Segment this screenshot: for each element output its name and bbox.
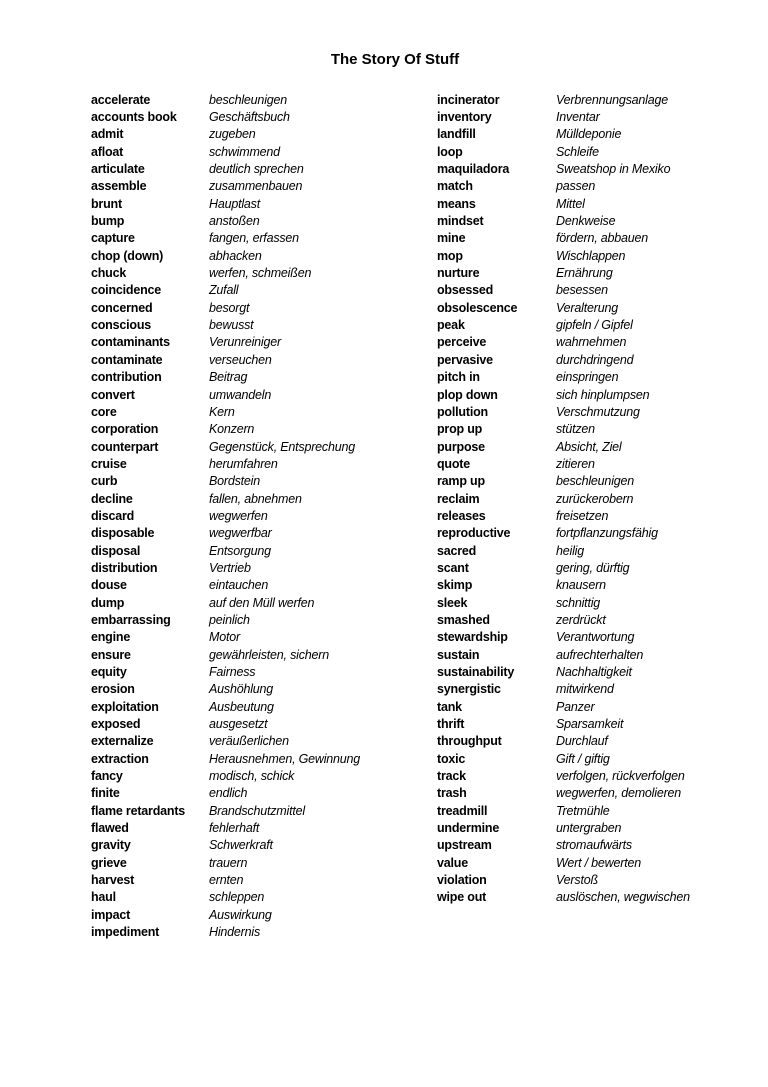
vocabulary-row (91, 542, 360, 559)
german-translation: Geschäftsbuch (209, 110, 290, 125)
german-translation: Herausnehmen, Gewinnung (209, 751, 361, 766)
english-term: afloat (91, 144, 124, 159)
english-term: fancy (91, 769, 123, 784)
english-term: peak (437, 318, 465, 333)
german-translation: verseuchen (209, 352, 272, 367)
german-translation: verfolgen, rückverfolgen (556, 769, 685, 784)
vocabulary-row (437, 871, 690, 888)
english-term: pollution (437, 404, 488, 419)
vocabulary-row (437, 854, 690, 871)
vocabulary-row (91, 455, 360, 472)
german-translation: modisch, schick (209, 769, 295, 784)
vocabulary-row (437, 438, 690, 455)
vocabulary-row (91, 386, 360, 403)
vocabulary-row (91, 160, 360, 177)
german-translation: beschleunigen (209, 92, 288, 107)
german-translation: gewährleisten, sichern (209, 647, 329, 662)
vocabulary-row (437, 230, 690, 247)
english-term: disposal (91, 543, 141, 558)
english-term: reclaim (437, 491, 480, 506)
vocabulary-row (437, 715, 690, 732)
english-term: convert (91, 387, 135, 402)
english-term: reproductive (437, 526, 511, 541)
vocabulary-row (91, 750, 360, 767)
vocabulary-row (437, 594, 690, 611)
vocabulary-row (437, 611, 690, 628)
german-translation: wahrnehmen (556, 335, 627, 350)
german-translation: stützen (556, 422, 595, 437)
english-term: prop up (437, 422, 483, 437)
vocabulary-row (91, 507, 360, 524)
vocabulary-row (91, 334, 360, 351)
vocabulary-row (91, 767, 360, 784)
english-term: sustainability (437, 665, 515, 680)
english-term: inventory (437, 110, 492, 125)
german-translation: Veralterung (556, 300, 618, 315)
page-title: The Story Of Stuff (330, 51, 460, 68)
vocabulary-row (91, 230, 360, 247)
vocabulary-row (91, 646, 360, 663)
german-translation: fangen, erfassen (209, 231, 299, 246)
german-translation: werfen, schmeißen (209, 266, 312, 281)
german-translation: Ernährung (556, 266, 613, 281)
english-term: admit (91, 127, 124, 142)
german-translation: Nachhaltigkeit (556, 665, 632, 680)
english-term: contaminate (91, 352, 163, 367)
vocabulary-row (91, 785, 360, 802)
german-translation: umwandeln (209, 387, 272, 402)
english-term: flawed (91, 821, 129, 836)
vocabulary-row (91, 282, 360, 299)
german-translation: eintauchen (209, 578, 269, 593)
english-term: impact (91, 907, 131, 922)
english-term: accounts book (91, 110, 177, 125)
german-translation: anstoßen (209, 214, 260, 229)
english-term: douse (91, 578, 127, 593)
vocabulary-row (91, 854, 360, 871)
german-translation: Wert / bewerten (556, 855, 642, 870)
vocabulary-column-left (91, 91, 360, 941)
english-term: bump (91, 214, 125, 229)
german-translation: Mülldeponie (556, 127, 622, 142)
vocabulary-row (437, 282, 690, 299)
german-translation: untergraben (556, 821, 622, 836)
vocabulary-row (91, 91, 360, 108)
vocabulary-row (91, 438, 360, 455)
english-term: plop down (437, 387, 498, 402)
english-term: assemble (91, 179, 147, 194)
german-translation: Panzer (556, 699, 595, 714)
german-translation: Absicht, Ziel (556, 439, 622, 454)
vocabulary-row (91, 871, 360, 888)
english-term: extraction (91, 751, 149, 766)
german-translation: Zufall (209, 283, 239, 298)
german-translation: Sweatshop in Mexiko (556, 162, 671, 177)
german-translation: Entsorgung (209, 543, 271, 558)
german-translation: Wischlappen (556, 248, 626, 263)
german-translation: Verbrennungsanlage (556, 92, 669, 107)
english-term: obsolescence (437, 300, 518, 315)
english-term: articulate (91, 162, 145, 177)
german-translation: Durchlauf (556, 734, 608, 749)
german-translation: fortpflanzungsfähig (556, 526, 658, 541)
english-term: sacred (437, 543, 477, 558)
german-translation: Ausbeutung (209, 699, 274, 714)
vocabulary-row (437, 264, 690, 281)
vocabulary-row (437, 160, 690, 177)
german-translation: fallen, abnehmen (209, 491, 302, 506)
german-translation: Verstoß (556, 873, 598, 888)
vocabulary-row (91, 264, 360, 281)
german-translation: Kern (209, 404, 235, 419)
english-term: curb (91, 474, 118, 489)
german-translation: fördern, abbauen (556, 231, 649, 246)
english-term: wipe out (437, 890, 487, 905)
vocabulary-row (437, 299, 690, 316)
vocabulary-row (91, 247, 360, 264)
vocabulary-row (91, 629, 360, 646)
english-term: synergistic (437, 682, 501, 697)
english-term: maquiladora (437, 162, 510, 177)
english-term: accelerate (91, 92, 151, 107)
german-translation: Hauptlast (209, 196, 261, 211)
german-translation: Verschmutzung (556, 404, 640, 419)
english-term: flame retardants (91, 803, 186, 818)
english-term: track (437, 769, 466, 784)
german-translation: gering, dürftig (556, 560, 630, 575)
english-term: toxic (437, 751, 466, 766)
vocabulary-row (91, 143, 360, 160)
vocabulary-row (91, 195, 360, 212)
german-translation: passen (556, 179, 596, 194)
english-term: violation (437, 873, 487, 888)
english-term: mindset (437, 214, 484, 229)
german-translation: Tretmühle (556, 803, 610, 818)
vocabulary-row (91, 663, 360, 680)
german-translation: besessen (556, 283, 608, 298)
english-term: decline (91, 491, 133, 506)
german-translation: abhacken (209, 248, 262, 263)
vocabulary-row (91, 819, 360, 836)
english-term: quote (437, 456, 471, 471)
vocabulary-row (91, 403, 360, 420)
vocabulary-row (437, 802, 690, 819)
vocabulary-row (437, 750, 690, 767)
vocabulary-row (91, 594, 360, 611)
german-translation: auf den Müll werfen (209, 595, 315, 610)
english-term: mine (437, 231, 466, 246)
english-term: sustain (437, 647, 480, 662)
german-translation: sich hinplumpsen (556, 387, 650, 402)
english-term: scant (437, 560, 469, 575)
vocabulary-row (437, 490, 690, 507)
vocabulary-row (437, 455, 690, 472)
vocabulary-row (91, 733, 360, 750)
german-translation: Hindernis (209, 925, 261, 940)
english-term: undermine (437, 821, 500, 836)
english-term: loop (437, 144, 463, 159)
english-term: pervasive (437, 352, 493, 367)
vocabulary-row (437, 178, 690, 195)
vocabulary-row (437, 195, 690, 212)
english-term: ensure (91, 647, 131, 662)
english-term: embarrassing (91, 612, 171, 627)
german-translation: besorgt (209, 300, 250, 315)
english-term: impediment (91, 925, 160, 940)
english-term: purpose (437, 439, 485, 454)
german-translation: zitieren (556, 456, 595, 471)
vocabulary-row (91, 715, 360, 732)
english-term: tank (437, 699, 462, 714)
german-translation: Verunreiniger (209, 335, 281, 350)
english-term: haul (91, 890, 116, 905)
english-term: grieve (91, 855, 127, 870)
english-term: sleek (437, 595, 468, 610)
german-translation: wegwerfen (209, 508, 268, 523)
german-translation: stromaufwärts (556, 838, 632, 853)
vocabulary-row (437, 559, 690, 576)
german-translation: schwimmend (209, 144, 280, 159)
german-translation: herumfahren (209, 456, 278, 471)
english-term: throughput (437, 734, 502, 749)
vocabulary-row (91, 906, 360, 923)
german-translation: Motor (209, 630, 240, 645)
vocabulary-row (437, 837, 690, 854)
vocabulary-row (91, 889, 360, 906)
vocabulary-row (91, 299, 360, 316)
german-translation: veräußerlichen (209, 734, 289, 749)
german-translation: Gegenstück, Entsprechung (209, 439, 355, 454)
vocabulary-row (91, 490, 360, 507)
german-translation: Gift / giftig (556, 751, 610, 766)
english-term: treadmill (437, 803, 488, 818)
german-translation: Beitrag (209, 370, 248, 385)
german-translation: wegwerfbar (209, 526, 272, 541)
german-translation: schnittig (556, 595, 601, 610)
german-translation: mitwirkend (556, 682, 614, 697)
vocabulary-row (91, 559, 360, 576)
english-term: stewardship (437, 630, 508, 645)
german-translation: zerdrückt (556, 612, 606, 627)
vocabulary-row (437, 525, 690, 542)
vocabulary-row (437, 767, 690, 784)
german-translation: heilig (556, 543, 584, 558)
english-term: engine (91, 630, 131, 645)
vocabulary-column-right (437, 91, 690, 906)
german-translation: Inventar (556, 110, 600, 125)
german-translation: Mittel (556, 196, 585, 211)
english-term: obsessed (437, 283, 494, 298)
german-translation: auslöschen, wegwischen (556, 890, 690, 905)
vocabulary-row (437, 403, 690, 420)
vocabulary-row (437, 733, 690, 750)
german-translation: fehlerhaft (209, 821, 260, 836)
vocabulary-row (437, 369, 690, 386)
english-term: nurture (437, 266, 480, 281)
german-translation: beschleunigen (556, 474, 635, 489)
vocabulary-row (437, 542, 690, 559)
german-translation: Aushöhlung (209, 682, 274, 697)
english-term: contaminants (91, 335, 170, 350)
vocabulary-row (91, 837, 360, 854)
vocabulary-row (437, 126, 690, 143)
english-term: finite (91, 786, 120, 801)
vocabulary-row (437, 351, 690, 368)
english-term: conscious (91, 318, 152, 333)
english-term: landfill (437, 127, 476, 142)
english-term: skimp (437, 578, 473, 593)
english-term: means (437, 196, 476, 211)
german-translation: Brandschutzmittel (209, 803, 305, 818)
vocabulary-row (437, 91, 690, 108)
vocabulary-row (91, 611, 360, 628)
german-translation: freisetzen (556, 508, 609, 523)
vocabulary-row (437, 473, 690, 490)
english-term: chop (down) (91, 248, 164, 263)
english-term: concerned (91, 300, 153, 315)
german-translation: zurückerobern (556, 491, 634, 506)
vocabulary-row (91, 212, 360, 229)
english-term: thrift (437, 717, 465, 732)
german-translation: wegwerfen, demolieren (556, 786, 682, 801)
vocabulary-row (437, 108, 690, 125)
german-translation: gipfeln / Gipfel (556, 318, 633, 333)
german-translation: Schleife (556, 144, 599, 159)
english-term: externalize (91, 734, 154, 749)
vocabulary-row (91, 351, 360, 368)
vocabulary-row (91, 369, 360, 386)
german-translation: peinlich (209, 612, 250, 627)
english-term: cruise (91, 456, 127, 471)
vocabulary-row (91, 698, 360, 715)
vocabulary-row (437, 421, 690, 438)
vocabulary-row (437, 247, 690, 264)
english-term: chuck (91, 266, 127, 281)
german-translation: Sparsamkeit (556, 717, 624, 732)
german-translation: Verantwortung (556, 630, 635, 645)
german-translation: durchdringend (556, 352, 634, 367)
english-term: counterpart (91, 439, 159, 454)
german-translation: ernten (209, 873, 244, 888)
english-term: harvest (91, 873, 135, 888)
english-term: trash (437, 786, 467, 801)
german-translation: zusammenbauen (209, 179, 303, 194)
vocabulary-row (91, 108, 360, 125)
vocabulary-row (437, 334, 690, 351)
vocabulary-row (91, 681, 360, 698)
english-term: distribution (91, 560, 158, 575)
german-translation: endlich (209, 786, 248, 801)
german-translation: Denkweise (556, 214, 616, 229)
english-term: exploitation (91, 699, 159, 714)
vocabulary-row (437, 629, 690, 646)
vocabulary-row (91, 525, 360, 542)
german-translation: schleppen (209, 890, 265, 905)
german-translation: bewusst (209, 318, 254, 333)
vocabulary-row (437, 889, 690, 906)
vocabulary-row (91, 802, 360, 819)
english-term: capture (91, 231, 135, 246)
german-translation: aufrechterhalten (556, 647, 644, 662)
vocabulary-row (437, 507, 690, 524)
english-term: brunt (91, 196, 122, 211)
english-term: dump (91, 595, 125, 610)
english-term: mop (437, 248, 463, 263)
english-term: equity (91, 665, 127, 680)
german-translation: knausern (556, 578, 606, 593)
vocabulary-row (437, 316, 690, 333)
vocabulary-row (91, 316, 360, 333)
english-term: core (91, 404, 117, 419)
english-term: coincidence (91, 283, 162, 298)
vocabulary-row (437, 212, 690, 229)
english-term: releases (437, 508, 486, 523)
vocabulary-row (437, 386, 690, 403)
english-term: incinerator (437, 92, 500, 107)
vocabulary-row (91, 178, 360, 195)
vocabulary-row (91, 924, 360, 941)
english-term: ramp up (437, 474, 485, 489)
vocabulary-row (437, 143, 690, 160)
german-translation: trauern (209, 855, 248, 870)
english-term: perceive (437, 335, 487, 350)
german-translation: Konzern (209, 422, 255, 437)
english-term: exposed (91, 717, 141, 732)
english-term: value (437, 855, 468, 870)
german-translation: Vertrieb (209, 560, 251, 575)
vocabulary-row (437, 663, 690, 680)
english-term: pitch in (437, 370, 480, 385)
vocabulary-row (437, 577, 690, 594)
vocabulary-row (437, 646, 690, 663)
vocabulary-row (437, 819, 690, 836)
german-translation: zugeben (209, 127, 256, 142)
vocabulary-row (91, 473, 360, 490)
german-translation: einspringen (556, 370, 619, 385)
german-translation: Fairness (209, 665, 256, 680)
vocabulary-row (437, 681, 690, 698)
english-term: corporation (91, 422, 159, 437)
german-translation: Auswirkung (209, 907, 272, 922)
vocabulary-row (91, 126, 360, 143)
vocabulary-row (91, 577, 360, 594)
vocabulary-row (437, 785, 690, 802)
english-term: erosion (91, 682, 135, 697)
english-term: smashed (437, 612, 490, 627)
german-translation: Schwerkraft (209, 838, 273, 853)
german-translation: deutlich sprechen (209, 162, 304, 177)
german-translation: ausgesetzt (209, 717, 268, 732)
vocabulary-row (91, 421, 360, 438)
english-term: discard (91, 508, 135, 523)
english-term: contribution (91, 370, 162, 385)
english-term: disposable (91, 526, 155, 541)
english-term: gravity (91, 838, 131, 853)
english-term: match (437, 179, 473, 194)
vocabulary-row (437, 698, 690, 715)
english-term: upstream (437, 838, 492, 853)
german-translation: Bordstein (209, 474, 261, 489)
